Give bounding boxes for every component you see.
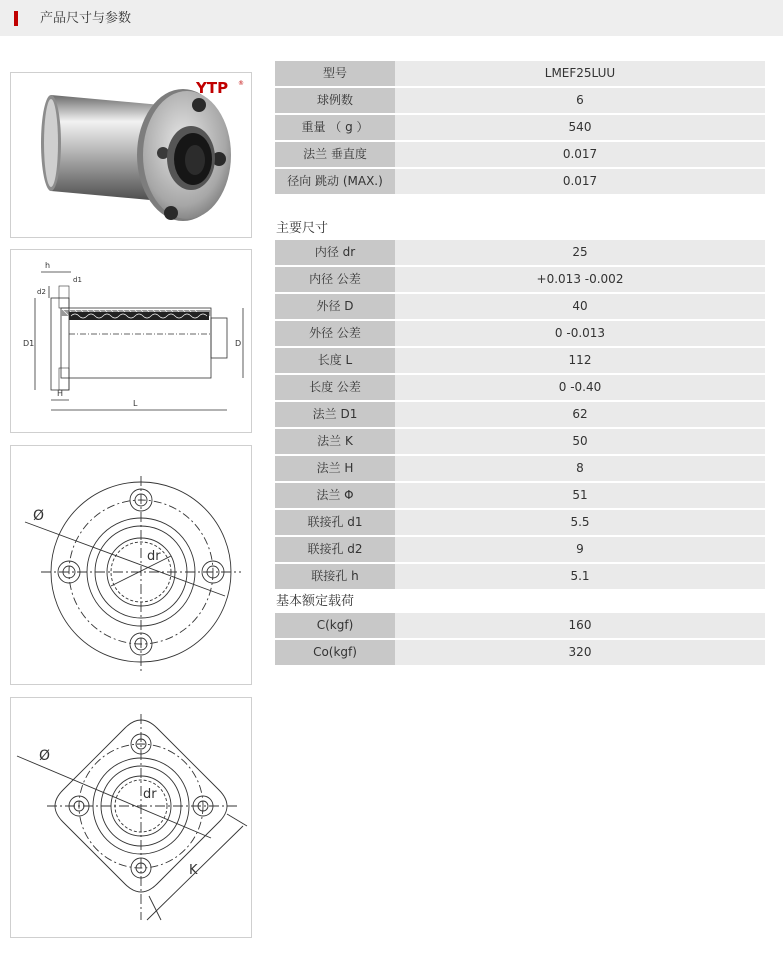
label-D1: D1 [23,339,35,348]
dim-value: 0 -0.013 [395,321,765,346]
label-h: h [45,261,51,270]
label-H: H [57,389,64,398]
dim-row [275,483,765,508]
dim-key: 内径 公差 [275,267,395,292]
dim-value: 51 [395,483,765,508]
side-view-drawing [10,249,252,433]
square-flange-drawing [10,697,252,938]
dim-row [275,321,765,346]
load-value: 160 [395,613,765,638]
section-header [0,0,783,36]
dim-value: 5.5 [395,510,765,535]
dim-row [275,537,765,562]
label-phi-square: Ø [39,748,51,764]
brand-logo: YTP [196,79,229,97]
dim-key: 联接孔 d1 [275,510,395,535]
spec-value: LMEF25LUU [395,61,765,86]
spec-key: 重量 （ g ） [275,115,395,140]
dim-key: 内径 dr [275,240,395,265]
label-K: K [189,863,198,878]
side-section-diagram [11,250,251,432]
dim-row [275,429,765,454]
load-key: Co(kgf) [275,640,395,665]
dim-key: 外径 公差 [275,321,395,346]
dim-value: 40 [395,294,765,319]
dim-key: 法兰 K [275,429,395,454]
dim-value: 50 [395,429,765,454]
dim-key: 外径 D [275,294,395,319]
dim-key: 长度 公差 [275,375,395,400]
label-D: D [235,339,242,348]
svg-text:®: ® [238,80,244,87]
label-dr: dr [147,549,161,564]
product-photo [10,72,252,238]
label-dr-square: dr [143,787,157,802]
dim-key: 法兰 Φ [275,483,395,508]
spec-row-weight [275,115,765,140]
dim-key: 法兰 D1 [275,402,395,427]
dim-row [275,348,765,373]
spec-value: 0.017 [395,142,765,167]
label-phi: Ø [33,508,45,524]
section-marker [14,11,18,26]
label-d1: d1 [73,276,82,284]
dim-row [275,456,765,481]
dim-row [275,267,765,292]
load-value: 320 [395,640,765,665]
spec-value: 6 [395,88,765,113]
dim-value: 5.1 [395,564,765,589]
round-flange-drawing [10,445,252,685]
dim-value: 112 [395,348,765,373]
dim-value: 0 -0.40 [395,375,765,400]
dim-row [275,402,765,427]
load-key: C(kgf) [275,613,395,638]
load-section-title: 基本额定载荷 [276,594,355,609]
spec-value: 540 [395,115,765,140]
spec-key: 径向 跳动 (MAX.) [275,169,395,194]
dim-key: 联接孔 h [275,564,395,589]
round-flange-diagram [11,446,251,684]
dim-value: 9 [395,537,765,562]
dim-value: 8 [395,456,765,481]
dim-key: 联接孔 d2 [275,537,395,562]
square-flange-diagram [11,698,251,937]
spec-row-runout [275,169,765,194]
spec-row-model [275,61,765,86]
dim-row [275,510,765,535]
dim-value: 25 [395,240,765,265]
dim-value: +0.013 -0.002 [395,267,765,292]
dim-row [275,564,765,589]
dim-value: 62 [395,402,765,427]
load-row [275,613,765,638]
spec-row-perpendicularity [275,142,765,167]
dims-section-title: 主要尺寸 [276,221,329,236]
spec-row-balls [275,88,765,113]
label-d2: d2 [37,288,46,296]
spec-key: 法兰 垂直度 [275,142,395,167]
spec-key: 球例数 [275,88,395,113]
dim-row [275,240,765,265]
load-row [275,640,765,665]
spec-value: 0.017 [395,169,765,194]
dim-row [275,294,765,319]
dim-key: 法兰 H [275,456,395,481]
dim-row [275,375,765,400]
label-L: L [133,399,138,408]
dim-key: 长度 L [275,348,395,373]
spec-key: 型号 [275,61,395,86]
section-title: 产品尺寸与参数 [40,11,132,26]
bearing-photo-illustration [11,73,251,237]
